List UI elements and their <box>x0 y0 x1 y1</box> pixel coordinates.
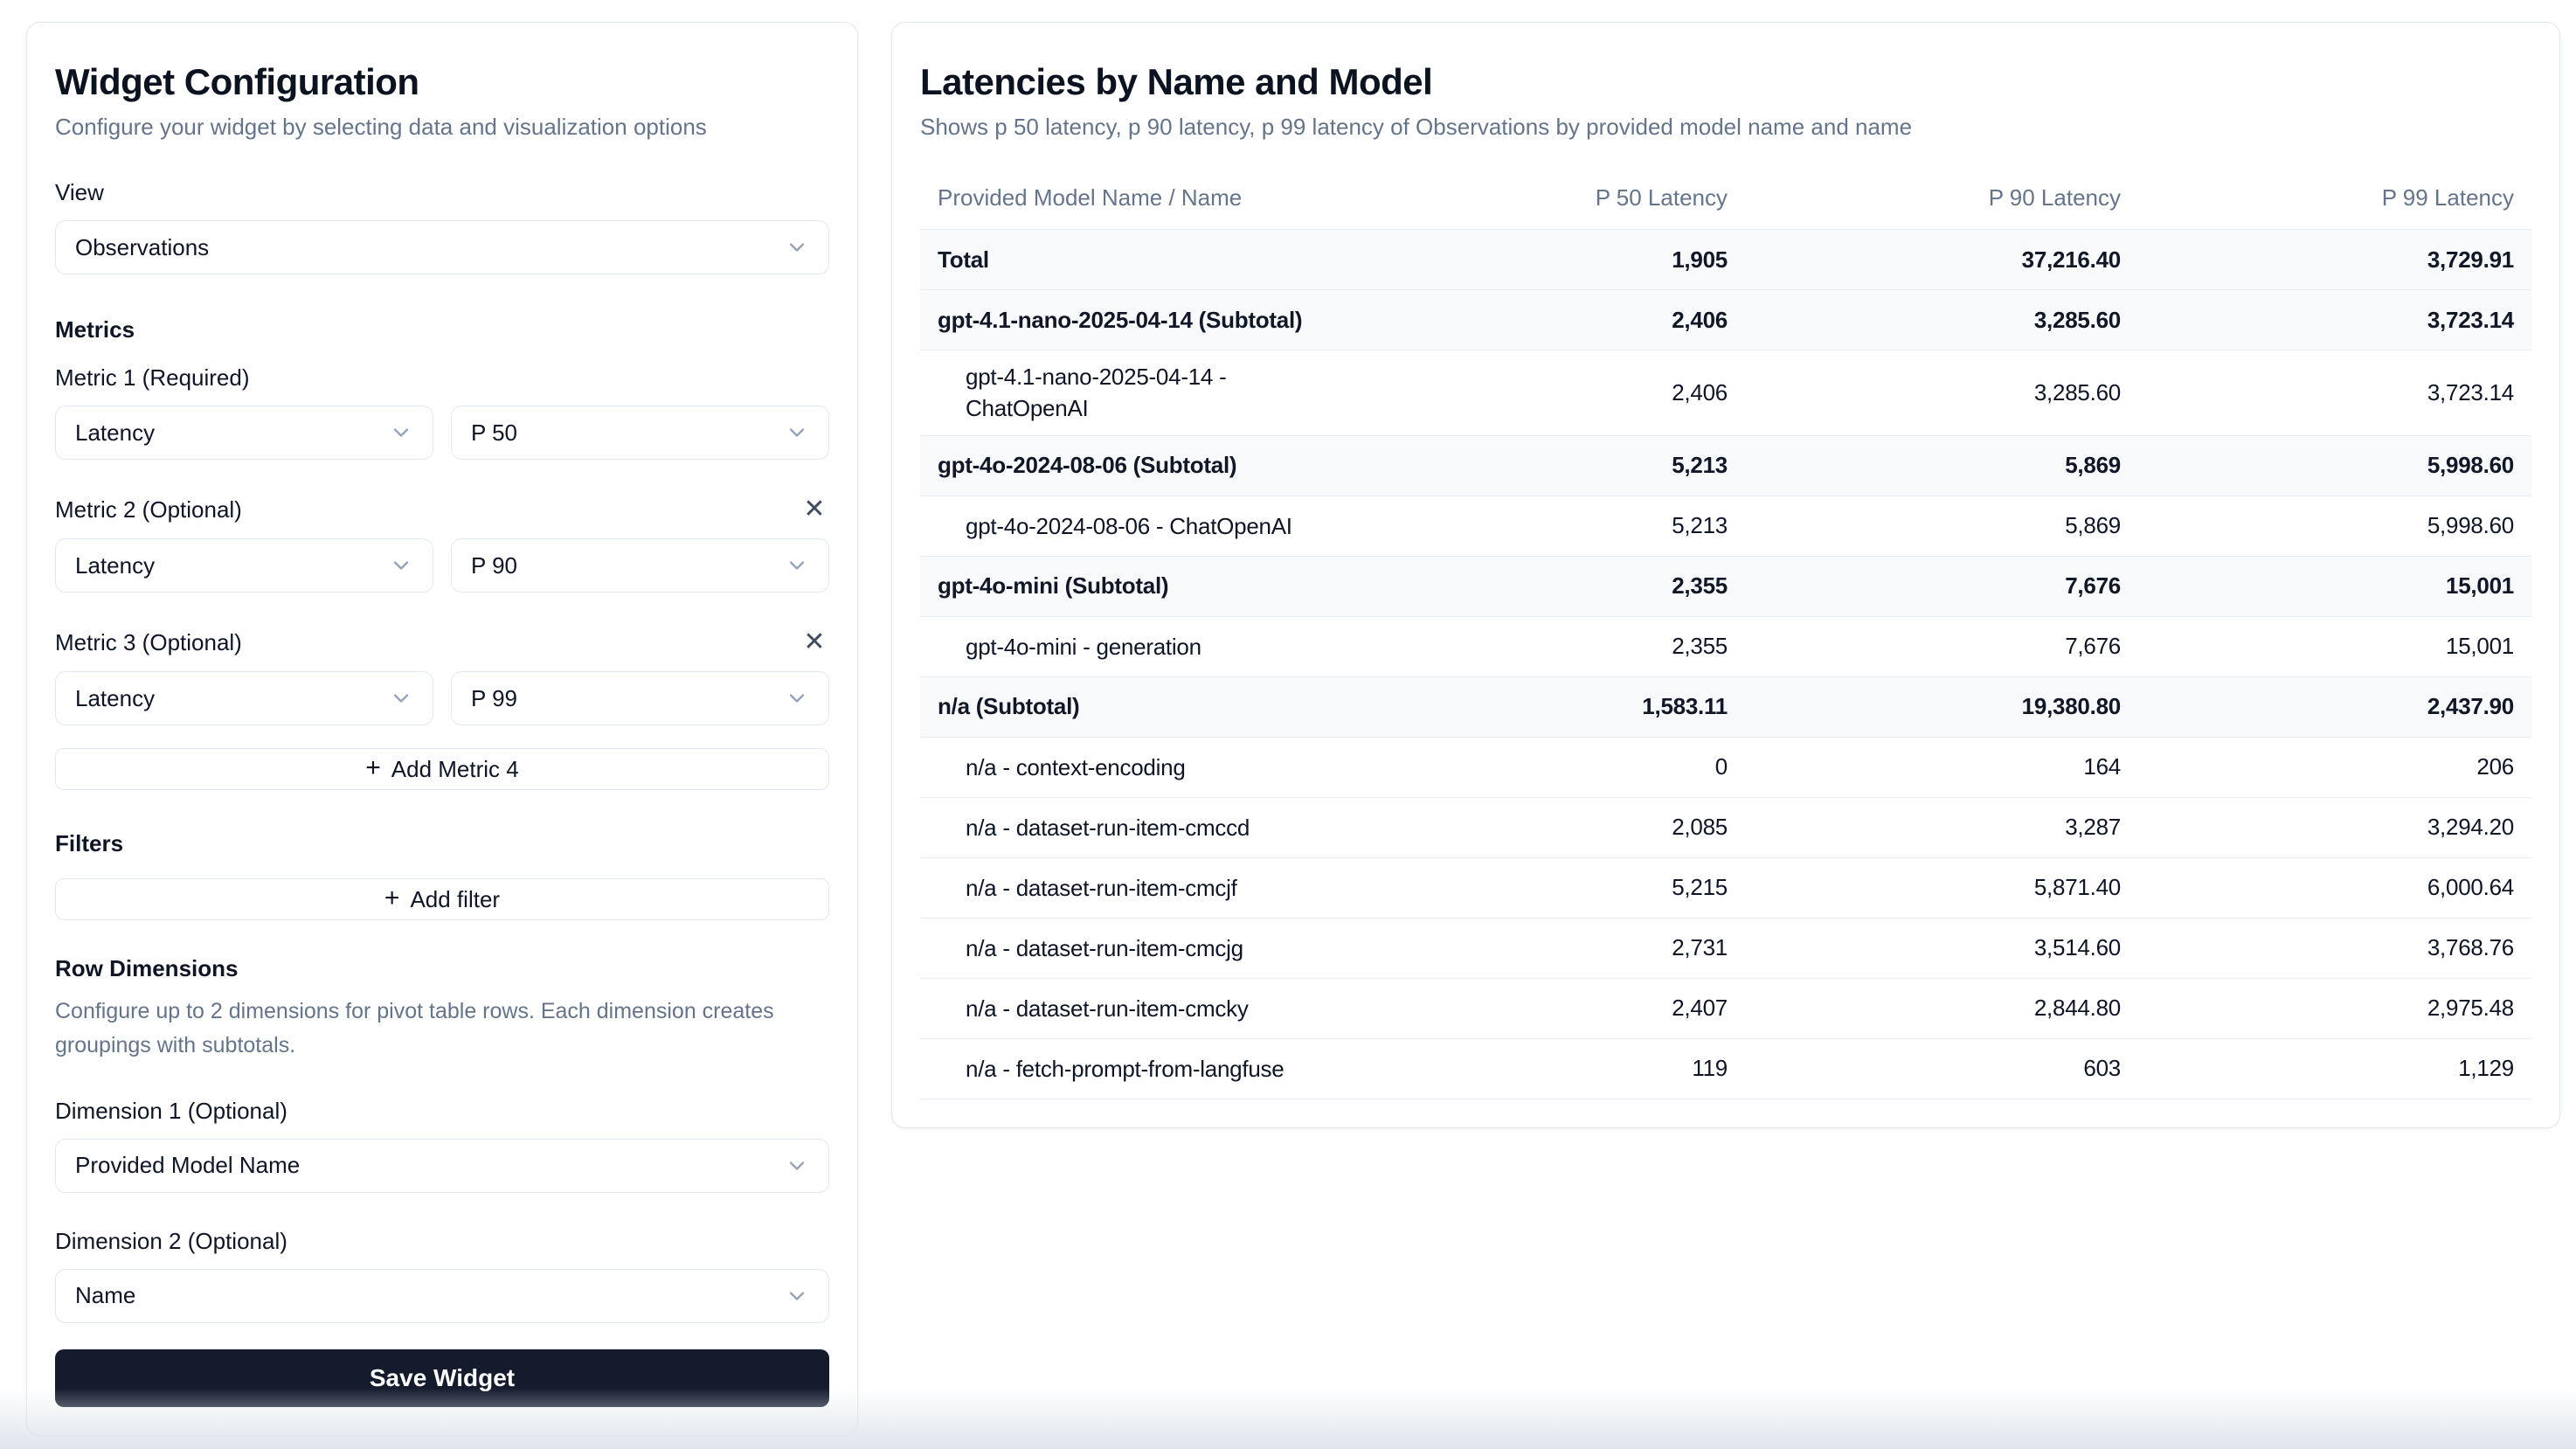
row-p50-cell: 1,583.11 <box>1642 693 1728 720</box>
metric-3-aggregation-select[interactable] <box>451 671 829 725</box>
metric-2-aggregation-value: P 90 <box>471 551 518 579</box>
row-p90-cell: 19,380.80 <box>2021 693 2121 720</box>
table-row <box>920 798 2531 858</box>
row-p99-cell: 2,975.48 <box>2427 995 2514 1022</box>
metric-1-selects <box>55 406 829 460</box>
table-body <box>920 230 2531 1099</box>
table-row <box>920 350 2531 436</box>
metric-2-selects <box>55 538 829 593</box>
row-p50-cell: 2,406 <box>1672 378 1728 406</box>
row-p99-cell: 15,001 <box>2446 572 2514 600</box>
dimension-1-value: Provided Model Name <box>75 1152 301 1178</box>
column-header-p99: P 99 Latency <box>2381 184 2514 211</box>
row-p99-cell: 3,723.14 <box>2427 378 2514 406</box>
row-p90-cell: 5,871.40 <box>2033 874 2121 901</box>
row-name-cell: n/a - dataset-run-item-cmccd <box>966 814 1250 841</box>
column-header-p50: P 50 Latency <box>1595 184 1728 211</box>
metric-2-measure-select[interactable] <box>55 538 433 593</box>
row-p90-cell: 603 <box>2083 1055 2121 1082</box>
row-name-cell: n/a - dataset-run-item-cmcjg <box>966 934 1243 961</box>
metric-3-selects <box>55 671 829 725</box>
widget-configuration-panel <box>26 22 858 1436</box>
row-name-cell: n/a - dataset-run-item-cmcjf <box>966 874 1237 901</box>
row-dimensions-description: Configure up to 2 dimensions for pivot table rows. Each dimension creates groupings with subtotals. <box>55 999 774 1057</box>
add-filter-button[interactable] <box>55 878 829 920</box>
metric-3-measure-value: Latency <box>75 684 156 711</box>
row-p90-cell: 164 <box>2083 753 2121 780</box>
plus-icon: + <box>365 753 381 782</box>
metric-1-aggregation-select[interactable] <box>451 406 829 460</box>
table-row <box>920 436 2531 496</box>
dimension-2-label: Dimension 2 (Optional) <box>55 1227 287 1254</box>
table-row <box>920 496 2531 557</box>
table-row <box>920 1039 2531 1099</box>
pivot-table-header <box>920 176 2531 230</box>
row-p90-cell: 5,869 <box>2065 512 2121 539</box>
metric-2-label-row <box>55 495 829 524</box>
row-p99-cell: 3,294.20 <box>2427 814 2514 841</box>
chevron-down-icon <box>785 553 809 578</box>
chevron-down-icon <box>785 686 809 711</box>
row-name-cell: n/a - context-encoding <box>966 753 1186 780</box>
row-p50-cell: 2,407 <box>1672 995 1728 1022</box>
table-row <box>920 677 2531 738</box>
row-p50-cell: 1,905 <box>1672 246 1728 273</box>
row-p90-cell: 7,676 <box>2065 572 2121 600</box>
row-name-cell: n/a (Subtotal) <box>938 693 1080 720</box>
table-row <box>920 858 2531 919</box>
metric-3-label: Metric 3 (Optional) <box>55 628 242 655</box>
metric-2-measure-value: Latency <box>75 551 156 579</box>
dimension-2-select[interactable] <box>55 1269 829 1323</box>
chevron-down-icon <box>389 420 413 445</box>
chevron-down-icon <box>389 553 413 578</box>
row-p90-cell: 3,514.60 <box>2033 934 2121 961</box>
row-p50-cell: 5,213 <box>1672 452 1728 479</box>
close-icon: ✕ <box>803 495 826 523</box>
row-p90-cell: 37,216.40 <box>2021 246 2121 273</box>
table-row <box>920 617 2531 677</box>
row-p90-cell: 2,844.80 <box>2033 995 2121 1022</box>
chevron-down-icon <box>389 686 413 711</box>
row-dimensions-heading: Row Dimensions <box>55 955 239 981</box>
view-select[interactable] <box>55 220 829 274</box>
filters-heading: Filters <box>55 830 124 856</box>
dimension-2-value: Name <box>75 1282 136 1308</box>
add-metric-button[interactable] <box>55 748 829 790</box>
row-p50-cell: 0 <box>1714 753 1728 780</box>
metrics-heading: Metrics <box>55 316 135 343</box>
table-row <box>920 979 2531 1039</box>
table-row <box>920 738 2531 798</box>
column-header-p90: P 90 Latency <box>1988 184 2121 211</box>
row-p90-cell: 3,285.60 <box>2033 378 2121 406</box>
dimension-1-label: Dimension 1 (Optional) <box>55 1097 287 1124</box>
plus-icon: + <box>384 884 400 912</box>
row-p50-cell: 5,215 <box>1672 874 1728 901</box>
row-name-cell: gpt-4.1-nano-2025-04-14 (Subtotal) <box>938 306 1303 333</box>
column-header-name: Provided Model Name / Name <box>938 184 1243 211</box>
preview-subtitle: Shows p 50 latency, p 90 latency, p 99 latency of Observations by provided model name and name <box>920 114 1913 140</box>
row-name-cell: Total <box>938 246 989 273</box>
table-row <box>920 919 2531 979</box>
table-row <box>920 557 2531 617</box>
metric-1-measure-value: Latency <box>75 419 156 446</box>
row-p90-cell: 3,287 <box>2065 814 2121 841</box>
metric-3-label-row <box>55 627 829 657</box>
row-name-cell: n/a - fetch-prompt-from-langfuse <box>966 1055 1285 1082</box>
dimension-1-select[interactable] <box>55 1139 829 1193</box>
chevron-down-icon <box>785 235 809 260</box>
row-name-cell: gpt-4o-2024-08-06 - ChatOpenAI <box>966 512 1292 539</box>
row-p99-cell: 2,437.90 <box>2427 693 2514 720</box>
view-select-value: Observations <box>75 233 210 260</box>
row-name-cell: gpt-4o-mini (Subtotal) <box>938 572 1169 600</box>
metric-2-label: Metric 2 (Optional) <box>55 496 242 523</box>
row-p50-cell: 5,213 <box>1672 512 1728 539</box>
row-p50-cell: 2,406 <box>1672 306 1728 333</box>
save-widget-button[interactable]: Save Widget <box>55 1349 829 1407</box>
row-p50-cell: 119 <box>1692 1055 1728 1082</box>
remove-metric-2-button[interactable] <box>800 495 829 524</box>
row-p50-cell: 2,085 <box>1672 814 1728 841</box>
row-p99-cell: 15,001 <box>2446 633 2514 660</box>
row-name-cell: n/a - dataset-run-item-cmcky <box>966 995 1249 1022</box>
chevron-down-icon <box>785 1154 809 1178</box>
row-name-cell: gpt-4o-2024-08-06 (Subtotal) <box>938 452 1237 479</box>
row-p99-cell: 3,768.76 <box>2427 934 2514 961</box>
remove-metric-3-button[interactable] <box>800 627 829 657</box>
row-p99-cell: 3,723.14 <box>2427 306 2514 333</box>
add-metric-label: Add Metric 4 <box>391 755 519 782</box>
row-p50-cell: 2,355 <box>1672 572 1728 600</box>
table-row <box>920 230 2531 290</box>
row-name-cell: gpt-4.1-nano-2025-04-14 - ChatOpenAI <box>966 364 1227 422</box>
row-p90-cell: 3,285.60 <box>2033 306 2121 333</box>
metric-2-aggregation-select[interactable] <box>451 538 829 593</box>
chevron-down-icon <box>785 1284 809 1308</box>
config-panel-subtitle: Configure your widget by selecting data and visualization options <box>55 114 707 140</box>
row-name-cell: gpt-4o-mini - generation <box>966 633 1201 660</box>
row-p99-cell: 6,000.64 <box>2427 874 2514 901</box>
row-p50-cell: 2,731 <box>1672 934 1728 961</box>
row-p99-cell: 5,998.60 <box>2427 452 2514 479</box>
preview-title: Latencies by Name and Model <box>920 61 1433 102</box>
table-row <box>920 290 2531 350</box>
row-p99-cell: 3,729.91 <box>2427 246 2514 273</box>
row-p99-cell: 1,129 <box>2458 1055 2514 1082</box>
config-panel-title: Widget Configuration <box>55 61 419 102</box>
row-p99-cell: 5,998.60 <box>2427 512 2514 539</box>
view-label: View <box>55 179 104 205</box>
metric-1-aggregation-value: P 50 <box>471 419 518 446</box>
pivot-table <box>920 176 2531 1099</box>
metric-3-aggregation-value: P 99 <box>471 684 518 711</box>
add-filter-label: Add filter <box>410 885 501 912</box>
row-p99-cell: 206 <box>2476 753 2514 780</box>
metric-1-measure-select[interactable] <box>55 406 433 460</box>
chevron-down-icon <box>785 420 809 445</box>
metric-1-label: Metric 1 (Required) <box>55 364 250 391</box>
row-p90-cell: 5,869 <box>2065 452 2121 479</box>
row-p90-cell: 7,676 <box>2065 633 2121 660</box>
close-icon: ✕ <box>803 627 826 656</box>
row-p50-cell: 2,355 <box>1672 633 1728 660</box>
widget-preview-panel <box>891 22 2560 1128</box>
metric-3-measure-select[interactable] <box>55 671 433 725</box>
